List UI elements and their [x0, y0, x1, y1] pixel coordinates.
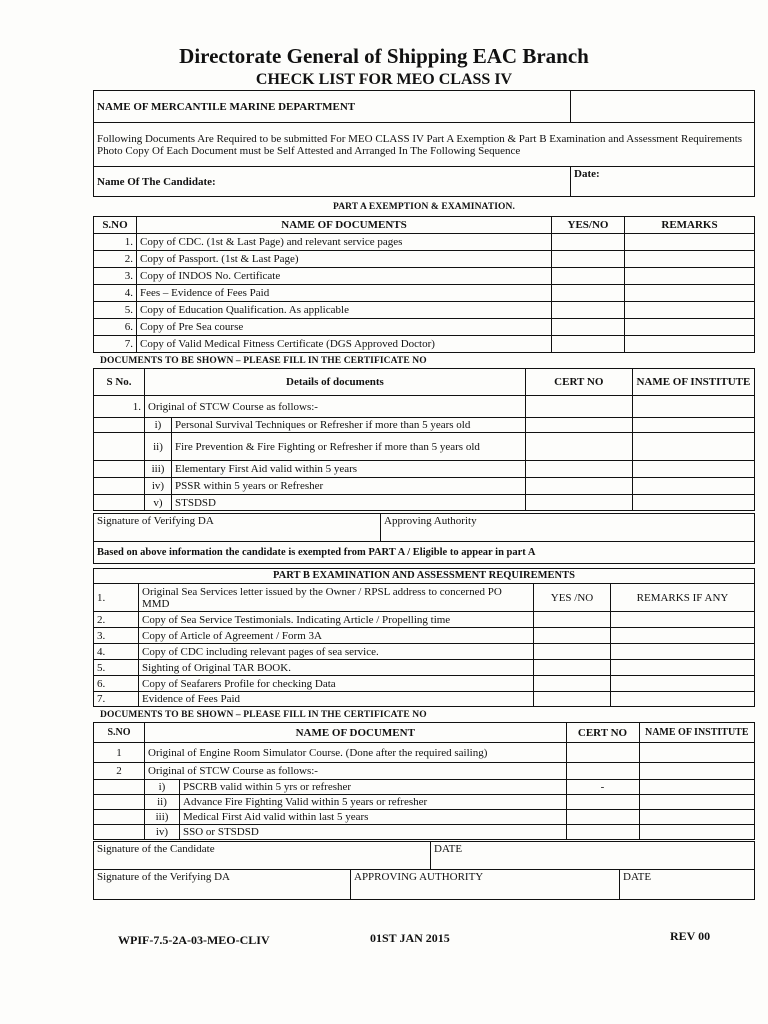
instruction-line-2: Photo Copy Of Each Document must be Self Attested and Arranged In The Following Sequence [97, 144, 521, 157]
col-document: NAME OF DOCUMENTS [137, 217, 552, 234]
institute-cell[interactable] [632, 418, 754, 433]
cert-no-cell[interactable] [525, 396, 632, 418]
table-row: 5. Copy of Education Qualification. As applicable [94, 302, 755, 319]
table-row: 6. Copy of Pre Sea course [94, 319, 755, 336]
cert-no-cell[interactable] [525, 433, 632, 461]
institute-cell[interactable] [632, 478, 754, 495]
yesno-cell[interactable] [552, 285, 625, 302]
remarks-cell[interactable] [611, 628, 755, 644]
remarks-cell[interactable] [625, 285, 755, 302]
yesno-cell[interactable] [534, 612, 611, 628]
col-yesno: YES/NO [552, 217, 625, 234]
remarks-cell[interactable] [611, 676, 755, 692]
remarks-cell[interactable] [625, 251, 755, 268]
cert-no-cell[interactable] [566, 795, 639, 810]
table-row: 3. Copy of INDOS No. Certificate [94, 268, 755, 285]
yesno-cell[interactable] [552, 302, 625, 319]
table-row: iii) Elementary First Aid valid within 5 years [94, 461, 755, 478]
final-signatures-2 [93, 869, 755, 900]
yesno-cell[interactable] [552, 268, 625, 285]
table-row: iv) SSO or STSDSD [94, 825, 755, 840]
yesno-cell[interactable] [534, 628, 611, 644]
table-row: iii) Medical First Aid valid within last 5 years [94, 810, 755, 825]
cert-no-cell[interactable] [525, 478, 632, 495]
final-signatures [93, 841, 755, 870]
remarks-cell[interactable] [611, 644, 755, 660]
approving-authority-2[interactable]: APPROVING AUTHORITY [351, 870, 620, 900]
institute-cell[interactable] [632, 433, 754, 461]
remarks-cell[interactable] [625, 302, 755, 319]
part-b-table [93, 568, 755, 707]
form-rev: REV 00 [670, 929, 711, 943]
table-row: 1 Original of Engine Room Simulator Course. (Done after the required sailing) [94, 743, 755, 763]
institute-cell[interactable] [632, 396, 754, 418]
table-row: iv) PSSR within 5 years or Refresher [94, 478, 755, 495]
date-field-1[interactable]: DATE [431, 842, 755, 870]
table-row: 1. Original Sea Services letter issued by the Owner / RPSL address to concerned PO MMD YES /NO REMARKS IF ANY [94, 584, 755, 612]
col-details: Details of documents [145, 369, 526, 396]
institute-cell[interactable] [639, 810, 754, 825]
table-row: 2. Copy of Passport. (1st & Last Page) [94, 251, 755, 268]
institute-cell[interactable] [639, 825, 754, 840]
col-document: NAME OF DOCUMENT [145, 723, 567, 743]
cert-no-cell[interactable] [566, 763, 639, 780]
table-row: 5. Sighting of Original TAR BOOK. [94, 660, 755, 676]
table-row: v) STSDSD [94, 495, 755, 511]
candidate-signature[interactable]: Signature of the Candidate [94, 842, 431, 870]
yesno-cell[interactable] [534, 676, 611, 692]
table-row: 7. Copy of Valid Medical Fitness Certificate (DGS Approved Doctor) [94, 336, 755, 353]
remarks-cell[interactable] [625, 234, 755, 251]
instruction-line-1: Following Documents Are Required to be submitted For MEO CLASS IV Part A Exemption & Part B Examination and Assessment Requirements [97, 132, 743, 145]
form-code: WPIF-7.5-2A-03-MEO-CLIV [118, 933, 270, 947]
table-row: 6. Copy of Seafarers Profile for checking Data [94, 676, 755, 692]
yesno-cell[interactable] [552, 336, 625, 353]
remarks-cell[interactable] [625, 268, 755, 285]
page-subtitle: CHECK LIST FOR MEO CLASS IV [255, 71, 513, 88]
cert-no-cell[interactable] [525, 495, 632, 511]
mm-dept-label: NAME OF MERCANTILE MARINE DEPARTMENT [94, 91, 571, 123]
yesno-cell[interactable] [534, 644, 611, 660]
exemption-statement: Based on above information the candidate is exempted from PART A / Eligible to appear in part A [94, 542, 755, 564]
col-remarks: REMARKS IF ANY [611, 584, 755, 612]
cert-no-cell[interactable]: - [566, 780, 639, 795]
col-institute: NAME OF INSTITUTE [632, 369, 754, 396]
table-row: ii) Fire Prevention & Fire Fighting or Refresher if more than 5 years old [94, 433, 755, 461]
col-cert-no: CERT NO [525, 369, 632, 396]
part-a-table [93, 216, 755, 353]
institute-cell[interactable] [632, 461, 754, 478]
form-date: 01ST JAN 2015 [370, 931, 450, 945]
docs-b-table [93, 722, 755, 840]
approving-authority-signature[interactable]: Approving Authority [381, 514, 755, 542]
institute-cell[interactable] [639, 795, 754, 810]
institute-cell[interactable] [632, 495, 754, 511]
table-row: 7. Evidence of Fees Paid [94, 692, 755, 707]
yesno-cell[interactable] [552, 234, 625, 251]
remarks-cell[interactable] [611, 692, 755, 707]
candidate-name-field[interactable]: Name Of The Candidate: [94, 167, 571, 197]
table-row: i) PSCRB valid within 5 yrs or refresher - [94, 780, 755, 795]
remarks-cell[interactable] [625, 336, 755, 353]
docs-a-note: DOCUMENTS TO BE SHOWN – PLEASE FILL IN THE CERTIFICATE NO [100, 356, 427, 366]
institute-cell[interactable] [639, 763, 754, 780]
remarks-cell[interactable] [611, 660, 755, 676]
cert-no-cell[interactable] [566, 743, 639, 763]
info-box [93, 90, 755, 197]
table-row: ii) Advance Fire Fighting Valid within 5 years or refresher [94, 795, 755, 810]
table-row: 1. Copy of CDC. (1st & Last Page) and relevant service pages [94, 234, 755, 251]
col-sno: S.NO [94, 217, 137, 234]
col-remarks: REMARKS [625, 217, 755, 234]
part-a-heading: PART A EXEMPTION & EXAMINATION. [333, 202, 515, 212]
date-field[interactable]: Date: [571, 167, 755, 197]
docs-b-note: DOCUMENTS TO BE SHOWN – PLEASE FILL IN THE CERTIFICATE NO [100, 710, 427, 720]
institute-cell[interactable] [639, 743, 754, 763]
col-sno: S No. [94, 369, 145, 396]
verifying-da-signature[interactable]: Signature of Verifying DA [94, 514, 381, 542]
yesno-cell[interactable] [552, 251, 625, 268]
remarks-cell[interactable] [625, 319, 755, 336]
cert-no-cell[interactable] [566, 810, 639, 825]
table-row: 3. Copy of Article of Agreement / Form 3A [94, 628, 755, 644]
yesno-cell[interactable] [534, 660, 611, 676]
table-row: 2. Copy of Sea Service Testimonials. Indicating Article / Propelling time [94, 612, 755, 628]
date-field-2[interactable]: DATE [620, 870, 755, 900]
cert-no-cell[interactable] [525, 418, 632, 433]
yesno-cell[interactable] [552, 319, 625, 336]
table-row: 4. Fees – Evidence of Fees Paid [94, 285, 755, 302]
part-b-heading: PART B EXAMINATION AND ASSESSMENT REQUIREMENTS [94, 569, 755, 584]
col-sno: S.NO [94, 723, 145, 743]
yesno-cell[interactable] [534, 692, 611, 707]
page-title: Directorate General of Shipping EAC Branch [179, 44, 589, 68]
col-cert-no: CERT NO [566, 723, 639, 743]
table-row: 2 Original of STCW Course as follows:- [94, 763, 755, 780]
verifying-da-signature-2[interactable]: Signature of the Verifying DA [94, 870, 351, 900]
col-institute: NAME OF INSTITUTE [639, 723, 754, 743]
docs-a-signatures [93, 513, 755, 564]
stcw-main: Original of STCW Course as follows:- [145, 396, 526, 418]
remarks-cell[interactable] [611, 612, 755, 628]
table-row: 4. Copy of CDC including relevant pages of sea service. [94, 644, 755, 660]
cert-no-cell[interactable] [566, 825, 639, 840]
institute-cell[interactable] [639, 780, 754, 795]
table-row: i) Personal Survival Techniques or Refresher if more than 5 years old [94, 418, 755, 433]
col-yesno: YES /NO [534, 584, 611, 612]
cert-no-cell[interactable] [525, 461, 632, 478]
docs-a-table: S No. Details of documents CERT NO NAME OF INSTITUTE 1. Original of STCW Course as follows:- i) Personal Survival Techniques or Refresher if more than 5 years old ii) Fire Prevention & Fire Fighting or Refresher if more than 5 years old iii) Elementary First Aid valid within 5 years iv) PSSR within 5 years or Refresher v) STSDSD [93, 368, 755, 511]
mm-dept-field[interactable] [571, 91, 755, 123]
